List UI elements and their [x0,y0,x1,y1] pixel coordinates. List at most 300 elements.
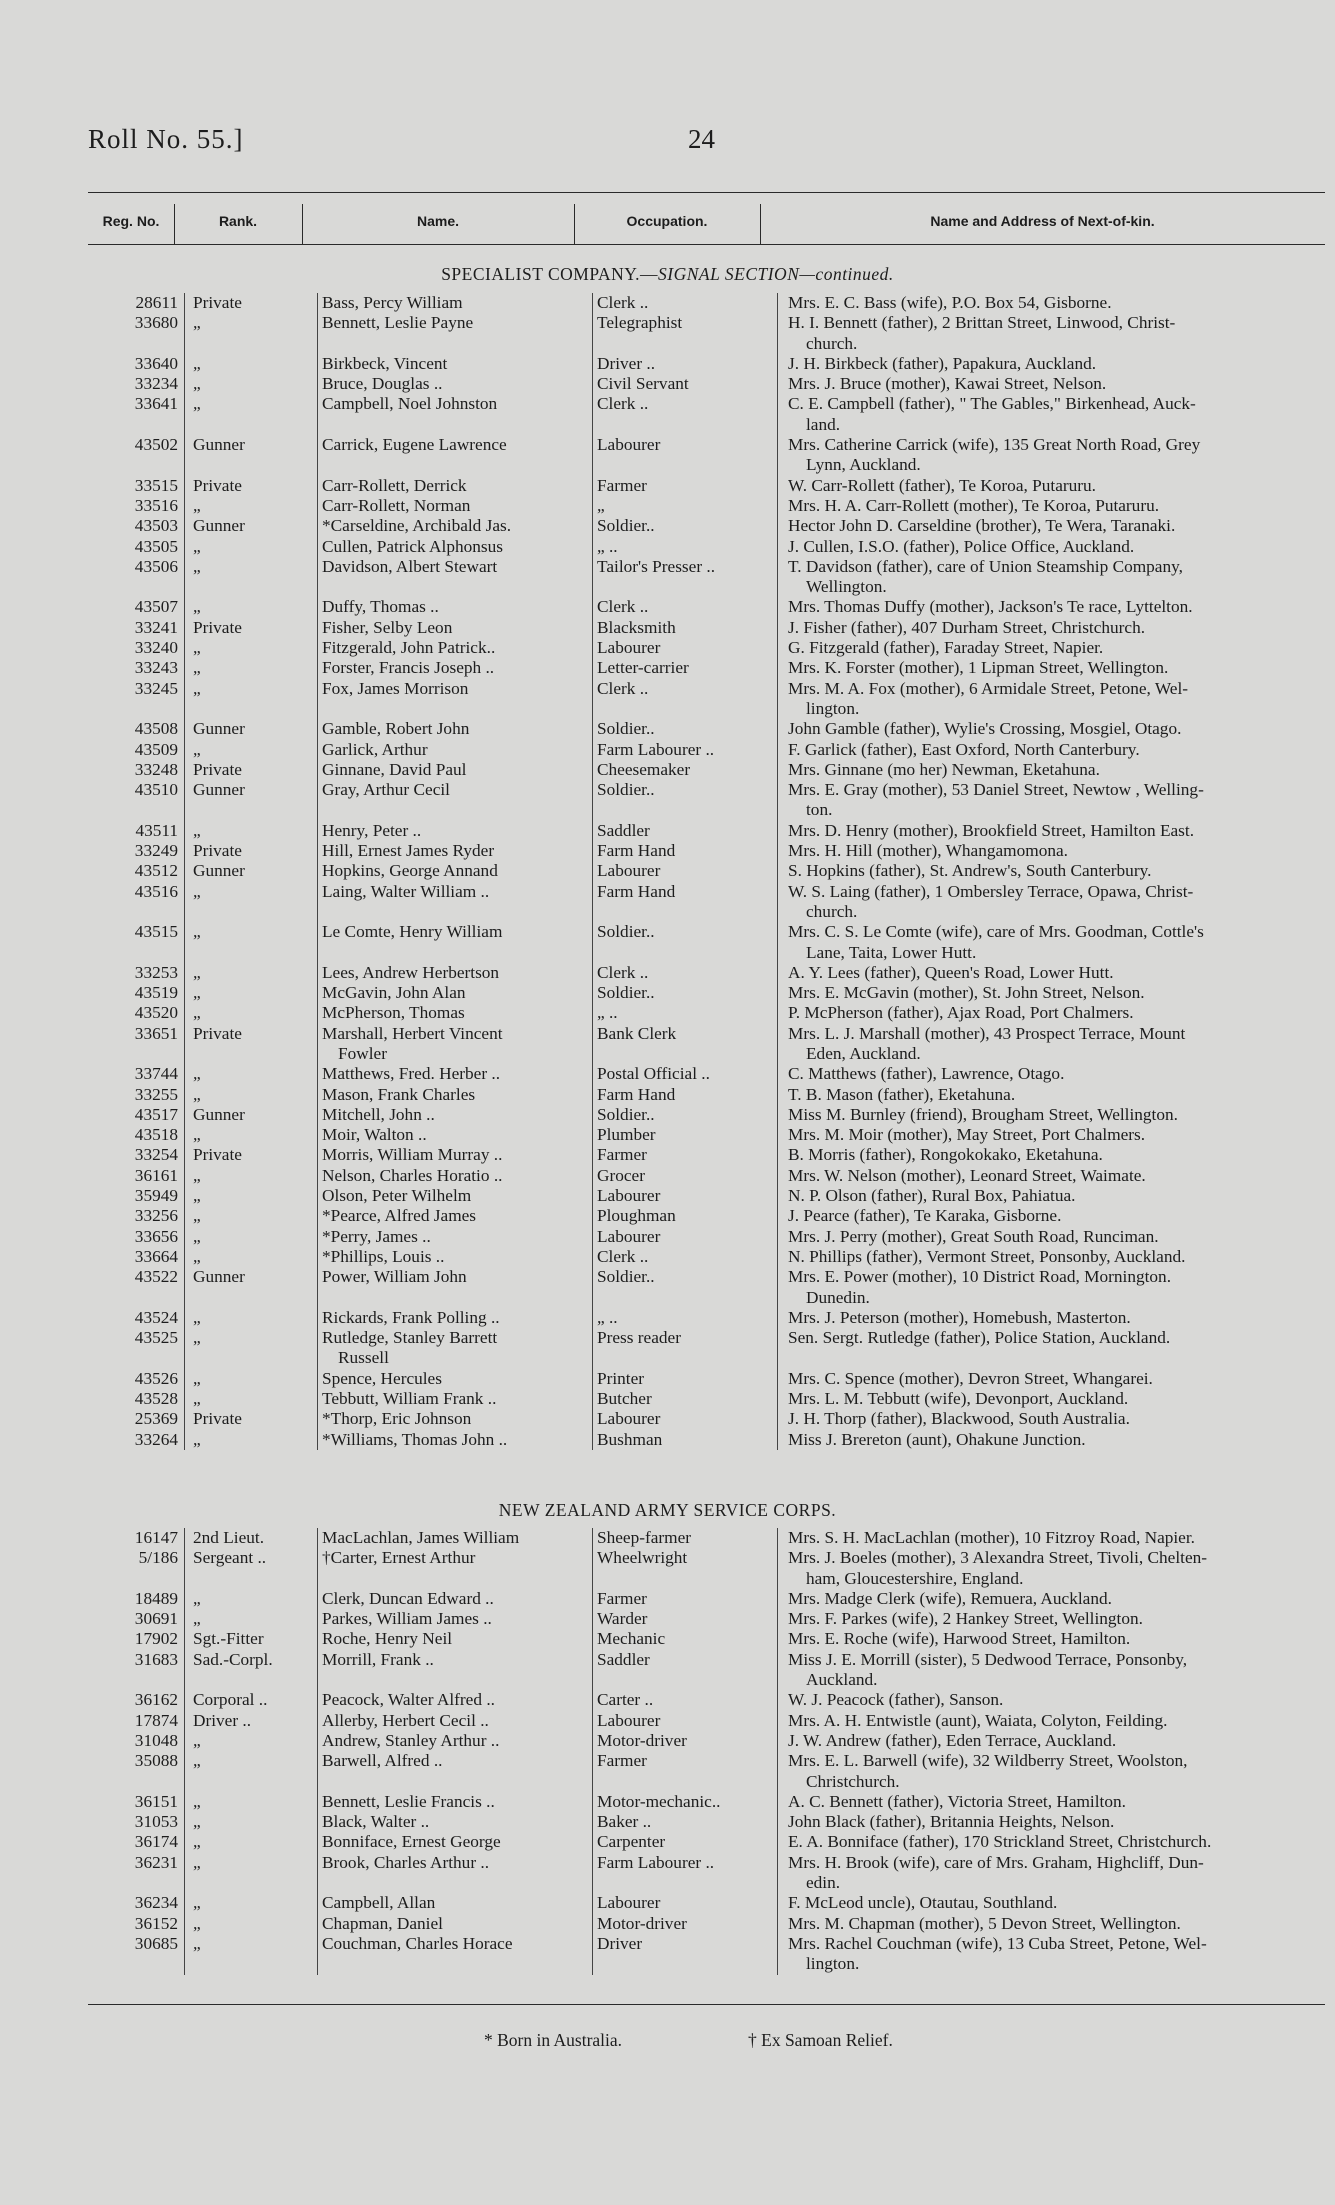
soldier-name [318,1267,593,1308]
table-row [88,1206,1325,1226]
soldier-name [318,1853,593,1894]
next-of-kin-line: W. S. Laing (father), 1 Ombersley Terrace, Opawa, Christ- [788,881,1194,901]
rank: „ [185,496,318,516]
table-row [88,1186,1325,1206]
rank: „ [185,1430,318,1450]
soldier-name [318,882,593,923]
next-of-kin [778,618,1326,638]
soldier-name [318,1369,593,1389]
reg-number: 33640 [134,353,178,373]
reg-number: 33241 [134,617,178,637]
occupation: Farm Hand [593,882,778,923]
occupation: Motor-driver [593,1914,778,1934]
next-of-kin-line: Mrs. E. L. Barwell (wife), 32 Wildberry Street, Woolston, [788,1751,1188,1771]
soldier-name [318,1430,593,1450]
soldier-name [318,293,593,313]
next-of-kin [778,435,1326,476]
rank: „ [185,1186,318,1206]
next-of-kin-line-continued: Auckland. [806,1670,878,1690]
next-of-kin [778,354,1326,374]
soldier-name [318,679,593,720]
soldier-name [318,922,593,963]
soldier-name-continued: Russell [338,1348,389,1368]
rank: Gunner [185,861,318,881]
table-row [88,963,1325,983]
soldier-name-text: Bennett, Leslie Payne [322,313,474,333]
occupation: Clerk .. [593,1247,778,1267]
next-of-kin [778,922,1326,963]
rank: „ [185,1247,318,1267]
next-of-kin [778,597,1326,617]
occupation: Mechanic [593,1629,778,1649]
next-of-kin-line: A. Y. Lees (father), Queen's Road, Lower Hutt. [788,962,1114,982]
occupation: Farm Labourer .. [593,740,778,760]
next-of-kin-line: Mrs. W. Nelson (mother), Leonard Street, Waimate. [788,1165,1146,1185]
next-of-kin [778,719,1326,739]
next-of-kin-line: F. McLeod uncle), Otautau, Southland. [788,1893,1058,1913]
next-of-kin-line: Mrs. C. Spence (mother), Devron Street, Whangarei. [788,1368,1153,1388]
next-of-kin-line: Mrs. E. C. Bass (wife), P.O. Box 54, Gisborne. [788,293,1112,312]
soldier-name-text: Gray, Arthur Cecil [322,780,450,800]
rank: „ [185,1206,318,1226]
next-of-kin [778,1125,1326,1145]
reg-number: 43519 [134,983,178,1003]
soldier-name-text: *Perry, James .. [322,1226,431,1246]
soldier-name-text: Moir, Walton .. [322,1125,427,1145]
table-row [88,537,1325,557]
section-title-signal [0,264,1335,285]
reg-number: 33256 [134,1206,178,1226]
table-row [88,1934,1325,1975]
rank: Gunner [185,1267,318,1308]
soldier-name [318,1629,593,1649]
next-of-kin-line: Miss M. Burnley (friend), Brougham Street, Wellington. [788,1104,1178,1124]
next-of-kin-line-continued: Christchurch. [806,1771,900,1791]
reg-number: 43503 [134,516,178,536]
table-row [88,1629,1325,1649]
rank: „ [185,1792,318,1812]
next-of-kin-line: John Gamble (father), Wylie's Crossing, Mosgiel, Otago. [788,719,1182,739]
next-of-kin-line: J. Pearce (father), Te Karaka, Gisborne. [788,1206,1062,1226]
next-of-kin [778,658,1326,678]
soldier-name-text: Carrick, Eugene Lawrence [322,435,507,455]
soldier-name-text: Hopkins, George Annand [322,861,498,881]
table-row [88,476,1325,496]
soldier-name [318,1609,593,1629]
table-row [88,1731,1325,1751]
reg-number: 36151 [134,1791,178,1811]
next-of-kin [778,1064,1326,1084]
soldier-name-text: Tebbutt, William Frank .. [322,1389,497,1409]
next-of-kin-line: S. Hopkins (father), St. Andrew's, South Canterbury. [788,861,1152,881]
next-of-kin-line: Mrs. J. Boeles (mother), 3 Alexandra Street, Tivoli, Chelten- [788,1548,1208,1568]
next-of-kin-line: T. Davidson (father), care of Union Steamship Company, [788,556,1183,576]
reg-number: 31053 [134,1812,178,1832]
table-row [88,719,1325,739]
next-of-kin-line: Mrs. Madge Clerk (wife), Remuera, Auckland. [788,1588,1112,1608]
occupation: Butcher [593,1389,778,1409]
soldier-name-text: Carr-Rollett, Norman [322,495,471,515]
soldier-name-continued: Fowler [338,1043,387,1063]
next-of-kin-line: A. C. Bennett (father), Victoria Street, Hamilton. [788,1791,1126,1811]
next-of-kin [778,557,1326,598]
next-of-kin-line: Mrs. Thomas Duffy (mother), Jackson's Te race, Lyttelton. [788,597,1193,617]
soldier-name-text: Roche, Henry Neil [322,1629,453,1649]
soldier-name [318,435,593,476]
next-of-kin [778,861,1326,881]
table-row [88,313,1325,354]
table-row [88,841,1325,861]
next-of-kin-line-continued: edin. [806,1873,841,1893]
reg-number: 43518 [134,1125,178,1145]
reg-number: 33234 [134,374,178,394]
next-of-kin-line: F. Garlick (father), East Oxford, North Canterbury. [788,739,1140,759]
next-of-kin-line: W. J. Peacock (father), Sanson. [788,1690,1004,1710]
soldier-name-text: *Williams, Thomas John .. [322,1429,508,1449]
soldier-name-text: Campbell, Allan [322,1893,436,1913]
next-of-kin-line-continued: Lynn, Auckland. [806,455,921,475]
next-of-kin-line-continued: church. [806,901,858,921]
occupation: Soldier.. [593,983,778,1003]
next-of-kin-line: J. H. Thorp (father), Blackwood, South Australia. [788,1409,1130,1429]
reg-number: 16147 [134,1528,178,1547]
next-of-kin [778,1751,1326,1792]
soldier-name-text: Peacock, Walter Alfred .. [322,1690,495,1710]
next-of-kin-line-continued: lington. [806,698,860,718]
soldier-name-text: Morrill, Frank .. [322,1649,434,1669]
rank: „ [185,1003,318,1023]
soldier-name [318,557,593,598]
next-of-kin-line: Mrs. E. Roche (wife), Harwood Street, Hamilton. [788,1629,1131,1649]
soldier-name-text: †Carter, Ernest Arthur [322,1548,476,1568]
next-of-kin [778,313,1326,354]
table-row [88,1792,1325,1812]
reg-number: 33680 [134,313,178,333]
soldier-name [318,821,593,841]
reg-number: 43509 [134,739,178,759]
rank: „ [185,963,318,983]
soldier-name [318,1812,593,1832]
next-of-kin [778,638,1326,658]
soldier-name [318,1751,593,1792]
reg-number: 33744 [134,1064,178,1084]
next-of-kin-line: Miss J. E. Morrill (sister), 5 Dedwood Terrace, Ponsonby, [788,1649,1188,1669]
soldier-name-text: Davidson, Albert Stewart [322,556,498,576]
occupation: Civil Servant [593,374,778,394]
next-of-kin [778,1690,1326,1710]
next-of-kin-line: J. H. Birkbeck (father), Papakura, Auckland. [788,353,1097,373]
next-of-kin-line: N. Phillips (father), Vermont Street, Ponsonby, Auckland. [788,1246,1186,1266]
next-of-kin-line: T. B. Mason (father), Eketahuna. [788,1084,1016,1104]
occupation: Soldier.. [593,516,778,536]
occupation: Letter-carrier [593,658,778,678]
table-row [88,1024,1325,1065]
next-of-kin [778,882,1326,923]
next-of-kin [778,1389,1326,1409]
soldier-name [318,496,593,516]
soldier-name-text: *Carseldine, Archibald Jas. [322,516,512,536]
soldier-name [318,1731,593,1751]
page-number: 24 [688,124,715,154]
soldier-name [318,1003,593,1023]
occupation: Farmer [593,1751,778,1792]
table-row [88,1227,1325,1247]
next-of-kin [778,1145,1326,1165]
rank: „ [185,1389,318,1409]
occupation: Farm Hand [593,841,778,861]
reg-number: 31683 [134,1649,178,1669]
soldier-name-text: Rickards, Frank Polling .. [322,1307,500,1327]
table-row [88,1893,1325,1913]
occupation: Motor-mechanic.. [593,1792,778,1812]
reg-number: 43520 [134,1003,178,1023]
reg-number: 35949 [134,1186,178,1206]
table-row [88,354,1325,374]
occupation: Labourer [593,1893,778,1913]
rank: „ [185,1085,318,1105]
table-row [88,1853,1325,1894]
rank: „ [185,1934,318,1975]
reg-number: 33245 [134,678,178,698]
next-of-kin-line: Mrs. E. Gray (mother), 53 Daniel Street, Newtow , Welling- [788,780,1204,800]
soldier-name-text: Fisher, Selby Leon [322,617,453,637]
occupation: Farmer [593,1145,778,1165]
rank: „ [185,1751,318,1792]
next-of-kin-line: J. Cullen, I.S.O. (father), Police Office, Auckland. [788,536,1135,556]
rank: „ [185,1812,318,1832]
rank: Gunner [185,719,318,739]
soldier-name [318,1166,593,1186]
soldier-name [318,1206,593,1226]
table-row [88,1528,1325,1548]
rank: „ [185,821,318,841]
table-row [88,293,1325,313]
soldier-name-text: Black, Walter .. [322,1812,430,1832]
soldier-name [318,476,593,496]
rank: Private [185,760,318,780]
soldier-name-text: Campbell, Noel Johnston [322,394,498,414]
occupation: Clerk .. [593,293,778,313]
next-of-kin [778,537,1326,557]
soldier-name [318,638,593,658]
rank: „ [185,740,318,760]
next-of-kin-line: Mrs. D. Henry (mother), Brookfield Street, Hamilton East. [788,820,1195,840]
soldier-name-text: *Thorp, Eric Johnson [322,1409,472,1429]
next-of-kin [778,1589,1326,1609]
occupation: Farmer [593,476,778,496]
next-of-kin [778,1914,1326,1934]
soldier-name [318,1711,593,1731]
table-row [88,394,1325,435]
soldier-name-text: Hill, Ernest James Ryder [322,841,495,861]
rank: Sergeant .. [185,1548,318,1589]
table-row [88,1832,1325,1852]
table-row [88,435,1325,476]
next-of-kin-line: Hector John D. Carseldine (brother), Te Wera, Taranaki. [788,516,1176,536]
soldier-name [318,516,593,536]
reg-number: 17874 [134,1710,178,1730]
next-of-kin [778,1792,1326,1812]
rank: „ [185,1609,318,1629]
soldier-name [318,537,593,557]
table-row [88,1125,1325,1145]
soldier-name-text: Matthews, Fred. Herber .. [322,1064,501,1084]
occupation: Grocer [593,1166,778,1186]
soldier-name-text: Duffy, Thomas .. [322,597,439,617]
occupation: Bank Clerk [593,1024,778,1065]
rank: Driver .. [185,1711,318,1731]
rank: „ [185,537,318,557]
reg-number: 25369 [134,1409,178,1429]
occupation: Baker .. [593,1812,778,1832]
soldier-name-text: *Pearce, Alfred James [322,1206,477,1226]
occupation: Labourer [593,861,778,881]
soldier-name [318,658,593,678]
occupation: Postal Official .. [593,1064,778,1084]
column-header-rank: Rank. [218,213,258,229]
next-of-kin-line-continued: lington. [806,1954,860,1974]
rank: 2nd Lieut. [185,1528,318,1548]
next-of-kin [778,1085,1326,1105]
next-of-kin [778,1609,1326,1629]
table-row [88,1328,1325,1369]
occupation: Sheep-farmer [593,1528,778,1548]
footer-rule [88,2004,1325,2005]
column-header-next-of-kin: Name and Address of Next-of-kin. [930,213,1155,229]
rank: Gunner [185,435,318,476]
reg-number: 43507 [134,597,178,617]
soldier-name [318,1832,593,1852]
next-of-kin [778,1267,1326,1308]
next-of-kin [778,1186,1326,1206]
reg-number: 17902 [134,1629,178,1649]
soldier-name-text: Parkes, William James .. [322,1609,492,1629]
next-of-kin-line: Mrs. M. Moir (mother), May Street, Port Chalmers. [788,1125,1146,1145]
occupation: Labourer [593,638,778,658]
soldier-name-text: Gamble, Robert John [322,719,470,739]
table-row [88,1003,1325,1023]
reg-number: 33243 [134,658,178,678]
column-header-name: Name. [416,213,460,229]
table-row [88,597,1325,617]
soldier-name-text: Bennett, Leslie Francis .. [322,1791,495,1811]
rank: „ [185,1064,318,1084]
soldier-name-text: Power, William John [322,1267,467,1287]
rank: „ [185,1914,318,1934]
rank: „ [185,1166,318,1186]
table-row [88,618,1325,638]
rank: „ [185,354,318,374]
occupation: Plumber [593,1125,778,1145]
next-of-kin-line: Mrs. C. S. Le Comte (wife), care of Mrs. Goodman, Cottle's [788,922,1204,942]
next-of-kin [778,1166,1326,1186]
occupation: Labourer [593,1409,778,1429]
next-of-kin-line: J. W. Andrew (father), Eden Terrace, Auckland. [788,1730,1117,1750]
soldier-name [318,1914,593,1934]
occupation: Motor-driver [593,1731,778,1751]
occupation: Warder [593,1609,778,1629]
table-row [88,1690,1325,1710]
next-of-kin [778,1308,1326,1328]
occupation: Tailor's Presser .. [593,557,778,598]
rank: „ [185,394,318,435]
table-row [88,1430,1325,1450]
next-of-kin [778,1711,1326,1731]
occupation: Bushman [593,1430,778,1450]
next-of-kin [778,1430,1326,1450]
next-of-kin-line-continued: Eden, Auckland. [806,1043,921,1063]
next-of-kin [778,1832,1326,1852]
soldier-name [318,983,593,1003]
table-row [88,658,1325,678]
occupation: Soldier.. [593,1267,778,1308]
section-title-subtitle: SIGNAL SECTION—continued. [658,264,894,284]
reg-number: 33255 [134,1084,178,1104]
reg-number: 28611 [135,293,178,312]
next-of-kin [778,841,1326,861]
rank: „ [185,597,318,617]
soldier-name [318,1528,593,1548]
reg-number: 33249 [134,841,178,861]
soldier-name [318,740,593,760]
soldier-name-text: Marshall, Herbert Vincent [322,1023,503,1043]
rank: „ [185,638,318,658]
table-row [88,861,1325,881]
next-of-kin [778,780,1326,821]
rank: Private [185,1024,318,1065]
rank: Private [185,1409,318,1429]
rank: Gunner [185,516,318,536]
rank: „ [185,1731,318,1751]
rank: „ [185,557,318,598]
roster-table-army-service [88,1528,1325,1975]
occupation: Wheelwright [593,1548,778,1589]
soldier-name [318,1186,593,1206]
next-of-kin-line: Mrs. H. A. Carr-Rollett (mother), Te Koroa, Putaruru. [788,495,1160,515]
soldier-name-text: McGavin, John Alan [322,983,466,1003]
reg-number: 18489 [134,1588,178,1608]
table-row [88,1105,1325,1125]
next-of-kin [778,1934,1326,1975]
reg-number: 43510 [134,780,178,800]
next-of-kin-line-continued: Lane, Taita, Lower Hutt. [806,942,977,962]
occupation: „ .. [593,537,778,557]
next-of-kin [778,1369,1326,1389]
reg-number: 43505 [134,536,178,556]
reg-number: 33253 [134,962,178,982]
table-row [88,1247,1325,1267]
soldier-name-text: Mason, Frank Charles [322,1084,476,1104]
soldier-name-text: Ginnane, David Paul [322,759,467,779]
next-of-kin-line: P. McPherson (father), Ajax Road, Port Chalmers. [788,1003,1134,1023]
occupation: Soldier.. [593,780,778,821]
next-of-kin-line: C. E. Campbell (father), " The Gables," Birkenhead, Auck- [788,394,1196,414]
soldier-name [318,394,593,435]
occupation: Labourer [593,1227,778,1247]
next-of-kin-line: Mrs. A. H. Entwistle (aunt), Waiata, Colyton, Feilding. [788,1710,1168,1730]
table-row [88,1751,1325,1792]
occupation: Press reader [593,1328,778,1369]
header-rule-top [88,192,1325,193]
occupation: Labourer [593,1711,778,1731]
soldier-name-text: Mitchell, John .. [322,1104,435,1124]
next-of-kin [778,1528,1326,1548]
table-row [88,821,1325,841]
next-of-kin [778,679,1326,720]
soldier-name-text: Carr-Rollett, Derrick [322,475,467,495]
footnote-born-australia: * Born in Australia. [484,2030,623,2050]
table-row [88,1389,1325,1409]
